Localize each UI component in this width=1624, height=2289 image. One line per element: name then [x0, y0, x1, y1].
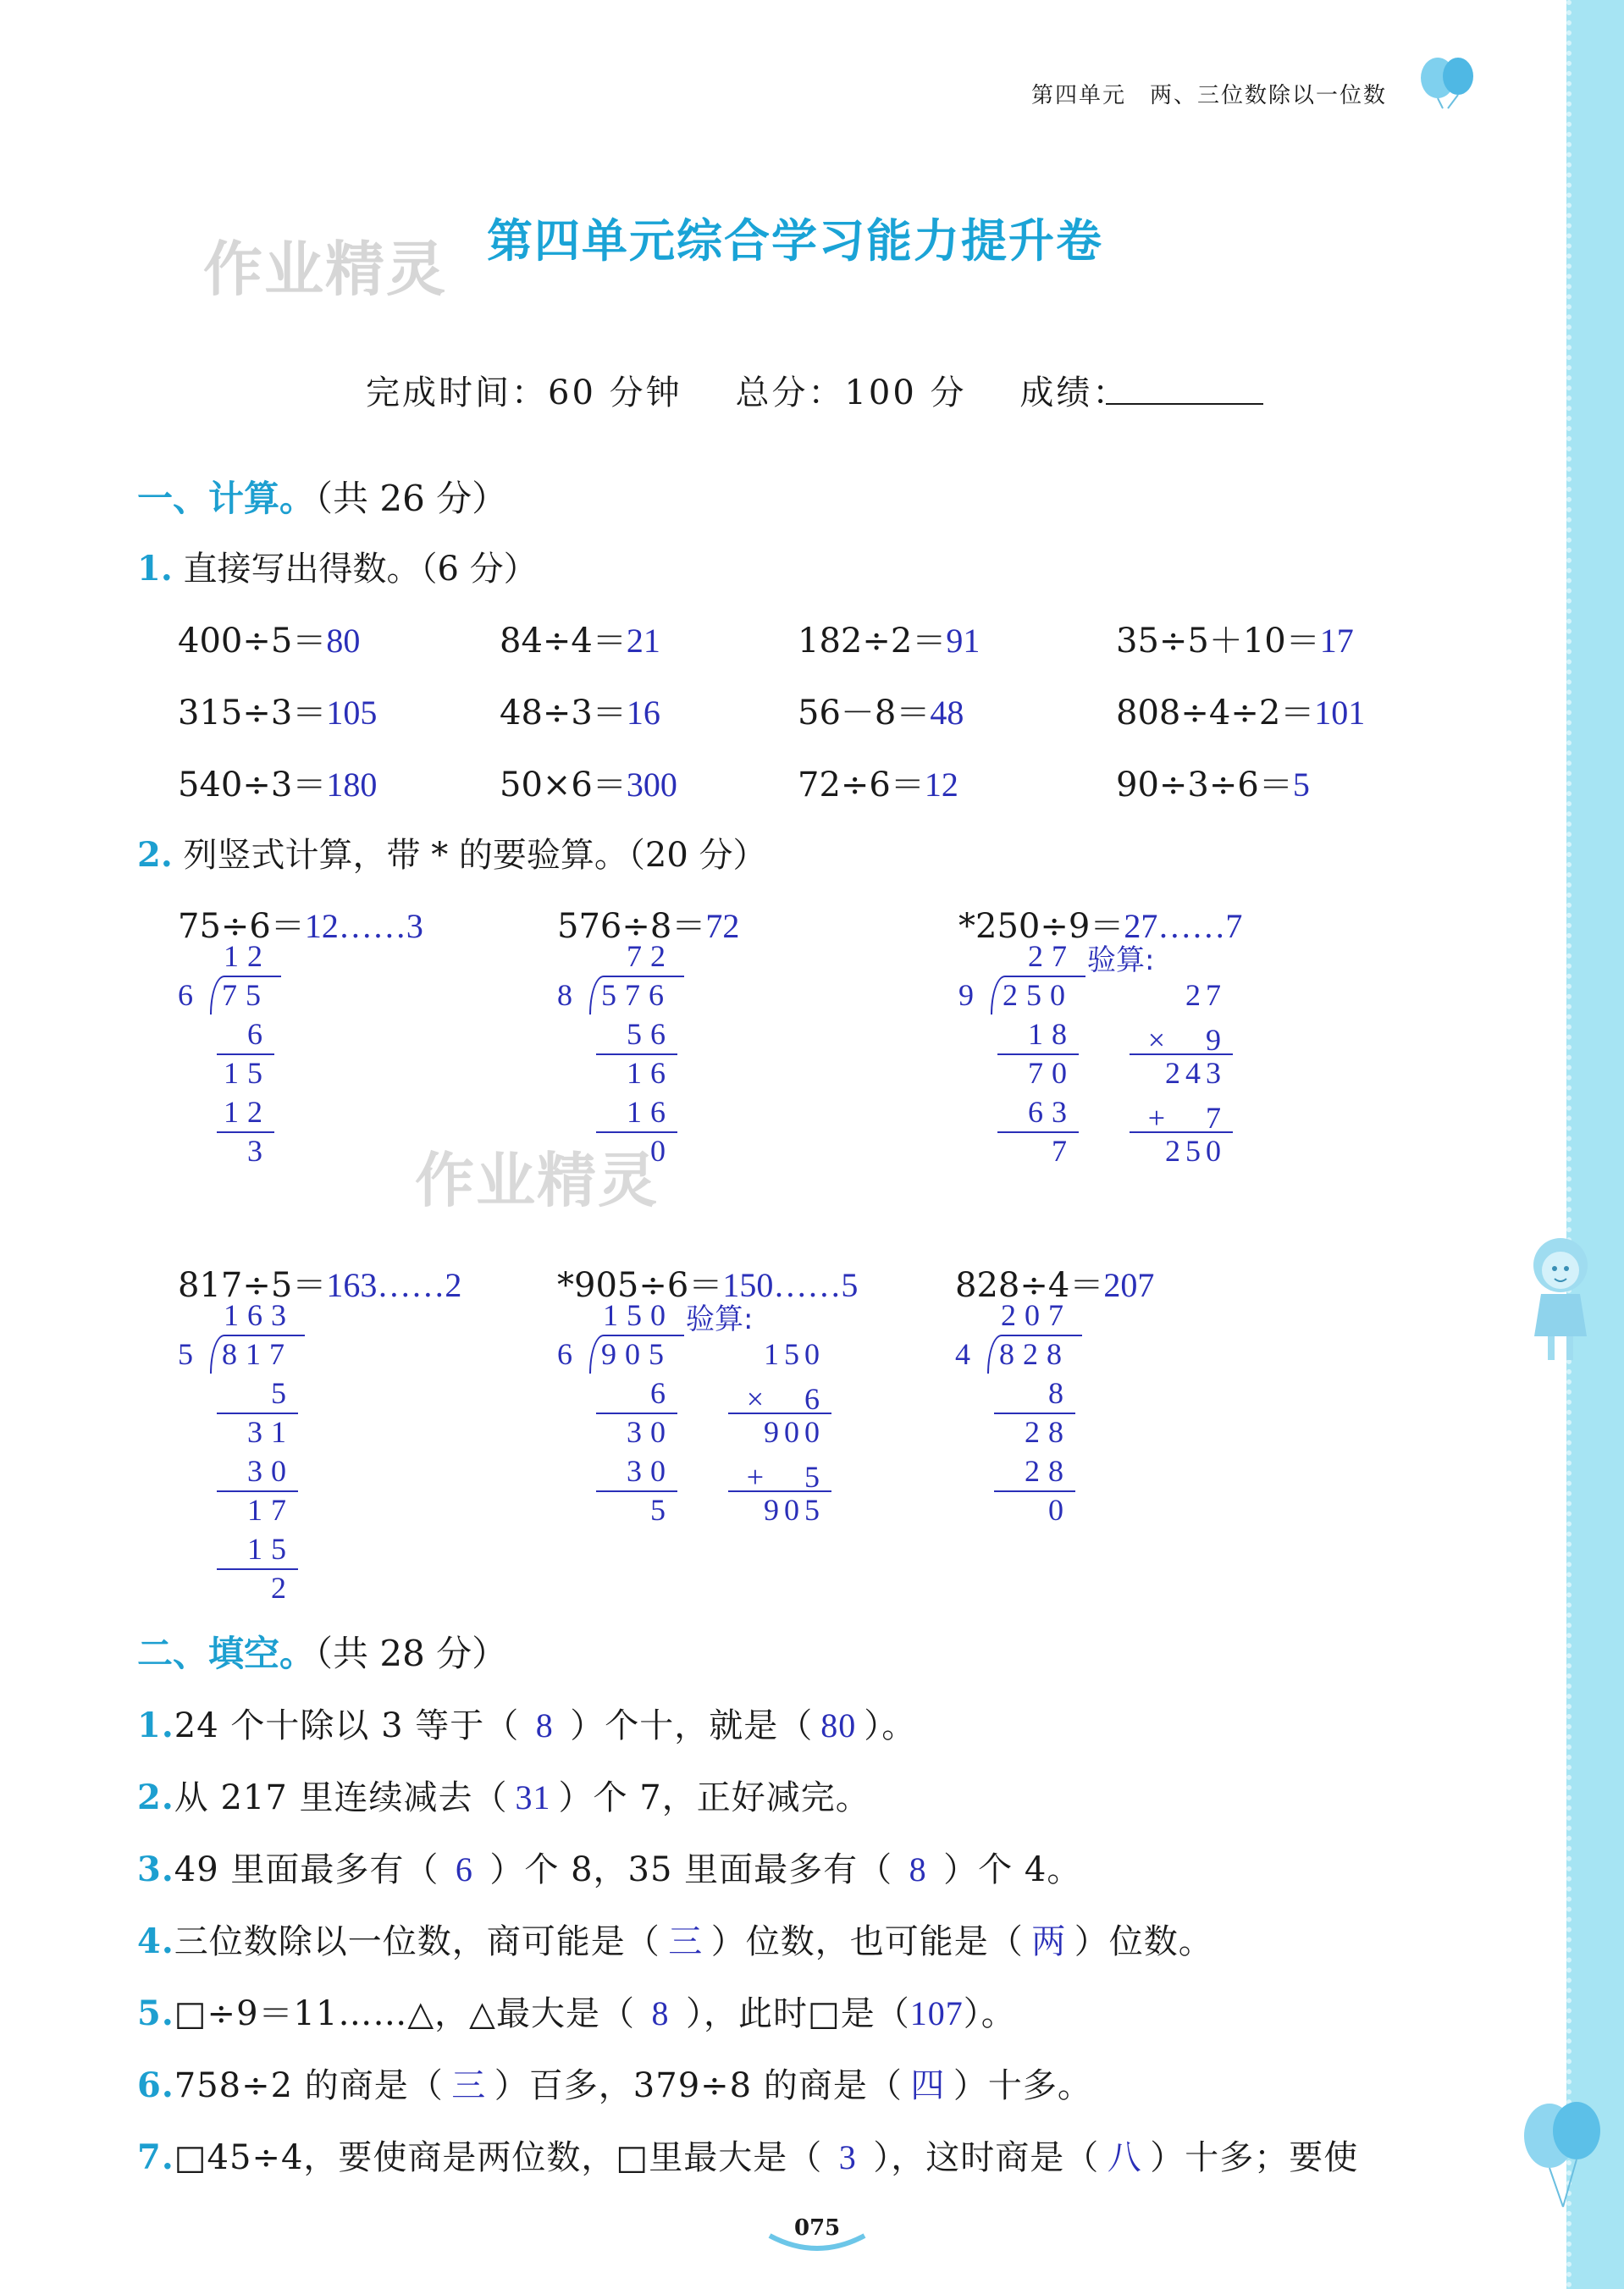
- division-step: 70: [1028, 1056, 1075, 1090]
- divisor: 9: [958, 978, 982, 1012]
- calc-expression: 540÷3＝: [178, 766, 327, 804]
- exam-total: 总分：100 分: [735, 373, 967, 412]
- calc-expression: 50×6＝: [500, 766, 627, 804]
- oral-calc-item: [798, 614, 980, 662]
- fill-text: 24 个十除以 3 等于（: [174, 1706, 520, 1745]
- unit-header: 第四单元 两、三位数除以一位数: [1031, 83, 1388, 108]
- calc-answer[interactable]: 300: [626, 766, 677, 804]
- calc-expression: 84÷4＝: [500, 622, 627, 661]
- divisor: 4: [955, 1337, 979, 1371]
- exam-info: [366, 366, 1129, 414]
- division-answer[interactable]: 27……7: [1124, 907, 1243, 945]
- oral-calc-item: [1116, 614, 1354, 662]
- division-problem: [178, 899, 423, 948]
- calc-expression: 48÷3＝: [500, 694, 627, 733]
- division-expression: 817÷5＝: [178, 1266, 327, 1305]
- division-answer[interactable]: 163……2: [326, 1266, 462, 1304]
- calc-answer[interactable]: 101: [1314, 694, 1366, 732]
- division-step: 16: [627, 1056, 674, 1090]
- verify-step: 150: [764, 1337, 825, 1371]
- oral-calc-item: [178, 686, 377, 734]
- page-title: 第四单元综合学习能力提升卷: [487, 214, 1103, 268]
- fill-text: ）。: [864, 1706, 917, 1745]
- fill-answer[interactable]: 两: [1031, 1922, 1067, 1960]
- dividend: 250: [1003, 978, 1074, 1012]
- section-1-points: （共 26 分）: [315, 478, 508, 519]
- balloon-icon: [1414, 53, 1482, 112]
- fill-item: [137, 1987, 1016, 2035]
- fill-answer[interactable]: 80: [820, 1706, 857, 1744]
- calc-expression: 808÷4÷2＝: [1116, 694, 1315, 733]
- calc-answer[interactable]: 5: [1292, 766, 1310, 804]
- division-step: 5: [271, 1376, 295, 1410]
- calc-answer[interactable]: 48: [930, 694, 964, 732]
- calc-expression: 90÷3÷6＝: [1116, 766, 1293, 804]
- fill-answer[interactable]: 8: [651, 1994, 670, 2032]
- fill-text: ）百多，379÷8 的商是（: [494, 2066, 903, 2105]
- item-number: 7.: [137, 2137, 174, 2177]
- division-answer[interactable]: 12……3: [304, 907, 423, 945]
- fill-text: 三位数除以一位数，商可能是（: [174, 1922, 660, 1961]
- item-number: 2.: [137, 1778, 174, 1817]
- division-step: 16: [627, 1095, 674, 1129]
- quotient: 150: [603, 1298, 674, 1332]
- division-step: 56: [627, 1017, 674, 1051]
- item-number: 6.: [137, 2065, 174, 2105]
- division-step: 0: [1048, 1493, 1072, 1527]
- divisor: 8: [557, 978, 581, 1012]
- calc-answer[interactable]: 16: [626, 694, 660, 732]
- division-step: 0: [650, 1134, 674, 1168]
- calc-answer[interactable]: 80: [326, 622, 361, 660]
- fill-text: □÷9＝11……△，△最大是（: [174, 1994, 635, 2033]
- score-label: 成绩：: [1019, 373, 1130, 412]
- watermark: 作业精灵: [415, 1146, 659, 1215]
- division-step: 3: [247, 1134, 271, 1168]
- verify-step: 905: [764, 1493, 825, 1527]
- division-step: 15: [224, 1056, 271, 1090]
- fill-answer[interactable]: 8: [535, 1706, 554, 1744]
- fill-answer[interactable]: 三: [451, 2066, 487, 2104]
- division-answer[interactable]: 150……5: [722, 1266, 859, 1304]
- fill-text: ），这时商是（: [873, 2138, 1100, 2177]
- divisor: 5: [178, 1337, 202, 1371]
- balloon-icon: [1516, 2092, 1609, 2210]
- division-step: 12: [224, 1095, 271, 1129]
- item-number: 5.: [137, 1993, 174, 2033]
- dividend: 817: [222, 1337, 293, 1371]
- calc-answer[interactable]: 12: [924, 766, 958, 804]
- decorative-side-strip: [1566, 0, 1624, 2289]
- score-blank[interactable]: [1106, 403, 1263, 405]
- division-step: 8: [1048, 1376, 1072, 1410]
- calc-expression: 182÷2＝: [798, 622, 947, 661]
- oral-calc-item: [1116, 758, 1310, 806]
- fill-text: ）位数，也可能是（: [710, 1922, 1024, 1961]
- fill-answer[interactable]: 八: [1107, 2138, 1142, 2176]
- oral-calc-item: [1116, 686, 1365, 734]
- section-1-title: 一、计算。: [137, 478, 316, 519]
- verify-step: × 9: [1147, 1023, 1226, 1057]
- item-number: 3.: [137, 1849, 174, 1889]
- fill-answer[interactable]: 107: [909, 1994, 964, 2032]
- calc-expression: 315÷3＝: [178, 694, 327, 733]
- verify-step: 27: [1185, 978, 1226, 1012]
- page-number-swoosh: [766, 2232, 868, 2253]
- item-number: 1.: [137, 1706, 174, 1745]
- question-number: 2.: [137, 835, 173, 875]
- item-number: 4.: [137, 1921, 174, 1961]
- quotient: 163: [224, 1298, 295, 1332]
- divisor: 6: [178, 978, 202, 1012]
- question-number: 1.: [137, 549, 173, 589]
- division-step: 31: [247, 1415, 295, 1449]
- division-step: 28: [1025, 1415, 1072, 1449]
- oral-calc-item: [178, 614, 360, 662]
- question-text: 直接写出得数。（6 分）: [183, 550, 538, 589]
- fill-answer[interactable]: 四: [910, 2066, 946, 2104]
- fill-answer[interactable]: 三: [668, 1922, 704, 1960]
- cartoon-girl-icon: [1524, 1226, 1597, 1370]
- division-step: 15: [247, 1532, 295, 1566]
- page-number: 075: [794, 2215, 841, 2241]
- division-step: 5: [650, 1493, 674, 1527]
- verify-step: 250: [1165, 1134, 1226, 1168]
- calc-answer[interactable]: 17: [1319, 622, 1354, 660]
- division-step: 18: [1028, 1017, 1075, 1051]
- division-expression: 828÷4＝: [955, 1266, 1104, 1305]
- dividend: 905: [601, 1337, 672, 1371]
- fill-text: ）十多；要使: [1150, 2138, 1359, 2177]
- section-2-points: （共 28 分）: [315, 1633, 508, 1674]
- fill-text: 从 217 里连续减去（: [174, 1778, 508, 1817]
- quotient: 27: [1028, 939, 1075, 973]
- oral-calc-item: [500, 614, 660, 662]
- calc-expression: 72÷6＝: [798, 766, 925, 804]
- exam-time: 完成时间：60 分钟: [366, 373, 682, 412]
- calc-answer[interactable]: 91: [946, 622, 980, 660]
- fill-text: ）个十，就是（: [570, 1706, 814, 1745]
- oral-calc-item: [798, 758, 958, 806]
- divisor: 6: [557, 1337, 581, 1371]
- quotient: 207: [1001, 1298, 1072, 1332]
- calc-answer[interactable]: 180: [326, 766, 378, 804]
- fill-item: [137, 1915, 1213, 1963]
- question-text: 列竖式计算，带 * 的要验算。（20 分）: [183, 836, 767, 875]
- fill-item: [137, 1699, 916, 1747]
- division-expression: *250÷9＝: [958, 907, 1124, 946]
- fill-item: [137, 2131, 1358, 2179]
- division-step: 30: [627, 1454, 674, 1488]
- fill-text: 758÷2 的商是（: [174, 2066, 444, 2105]
- division-step: 30: [627, 1415, 674, 1449]
- quotient: 72: [627, 939, 674, 973]
- dividend: 828: [999, 1337, 1070, 1371]
- division-expression: *905÷6＝: [557, 1266, 723, 1305]
- division-step: 6: [247, 1017, 271, 1051]
- quotient: 12: [224, 939, 271, 973]
- fill-answer[interactable]: 31: [515, 1778, 551, 1816]
- verify-step: 243: [1165, 1056, 1226, 1090]
- division-step: 2: [271, 1571, 295, 1605]
- fill-text: ）。: [963, 1994, 1016, 2033]
- verify-step: + 5: [746, 1460, 825, 1494]
- fill-item: [137, 2059, 1092, 2107]
- question-1-2: [137, 828, 767, 876]
- fill-text: ）个 8，35 里面最多有（: [489, 1850, 893, 1889]
- dividend: 576: [601, 978, 672, 1012]
- section-1-heading: [137, 471, 507, 522]
- section-2-title: 二、填空。: [137, 1633, 316, 1674]
- fill-text: □45÷4，要使商是两位数，□里最大是（: [174, 2138, 823, 2177]
- verify-step: × 6: [746, 1382, 825, 1416]
- verify-step: 900: [764, 1415, 825, 1449]
- fill-item: [137, 1843, 1081, 1891]
- fill-item: [137, 1771, 870, 1819]
- division-step: 28: [1025, 1454, 1072, 1488]
- verify-step: + 7: [1147, 1101, 1226, 1135]
- calc-answer[interactable]: 105: [326, 694, 378, 732]
- division-step: 30: [247, 1454, 295, 1488]
- verify-label: 验算:: [1087, 943, 1155, 977]
- fill-text: 49 里面最多有（: [174, 1850, 439, 1889]
- question-1-1: [137, 542, 538, 590]
- division-answer[interactable]: 72: [705, 907, 740, 945]
- calc-answer[interactable]: 21: [626, 622, 660, 660]
- fill-text: ）十多。: [953, 2066, 1092, 2105]
- verify-label: 验算:: [686, 1302, 754, 1336]
- division-step: 6: [650, 1376, 674, 1410]
- calc-expression: 56－8＝: [798, 694, 931, 733]
- division-step: 63: [1028, 1095, 1075, 1129]
- dividend: 75: [222, 978, 269, 1012]
- fill-text: ）个 7，正好减完。: [558, 1778, 870, 1817]
- division-expression: 576÷8＝: [557, 907, 706, 946]
- oral-calc-item: [500, 758, 677, 806]
- division-step: 17: [247, 1493, 295, 1527]
- division-answer[interactable]: 207: [1103, 1266, 1155, 1304]
- fill-answer[interactable]: 6: [455, 1850, 473, 1888]
- calc-expression: 35÷5＋10＝: [1116, 622, 1320, 661]
- oral-calc-item: [178, 758, 377, 806]
- fill-text: ）位数。: [1074, 1922, 1213, 1961]
- watermark: 作业精灵: [203, 235, 447, 304]
- fill-text: ）个 4。: [943, 1850, 1082, 1889]
- oral-calc-item: [798, 686, 964, 734]
- fill-text: ），此时□是（: [685, 1994, 910, 2033]
- division-problem: [178, 1258, 461, 1307]
- division-step: 7: [1052, 1134, 1075, 1168]
- division-expression: 75÷6＝: [178, 907, 305, 946]
- oral-calc-item: [500, 686, 660, 734]
- calc-expression: 400÷5＝: [178, 622, 327, 661]
- fill-answer[interactable]: 3: [838, 2138, 857, 2176]
- fill-answer[interactable]: 8: [909, 1850, 927, 1888]
- section-2-heading: [137, 1626, 507, 1677]
